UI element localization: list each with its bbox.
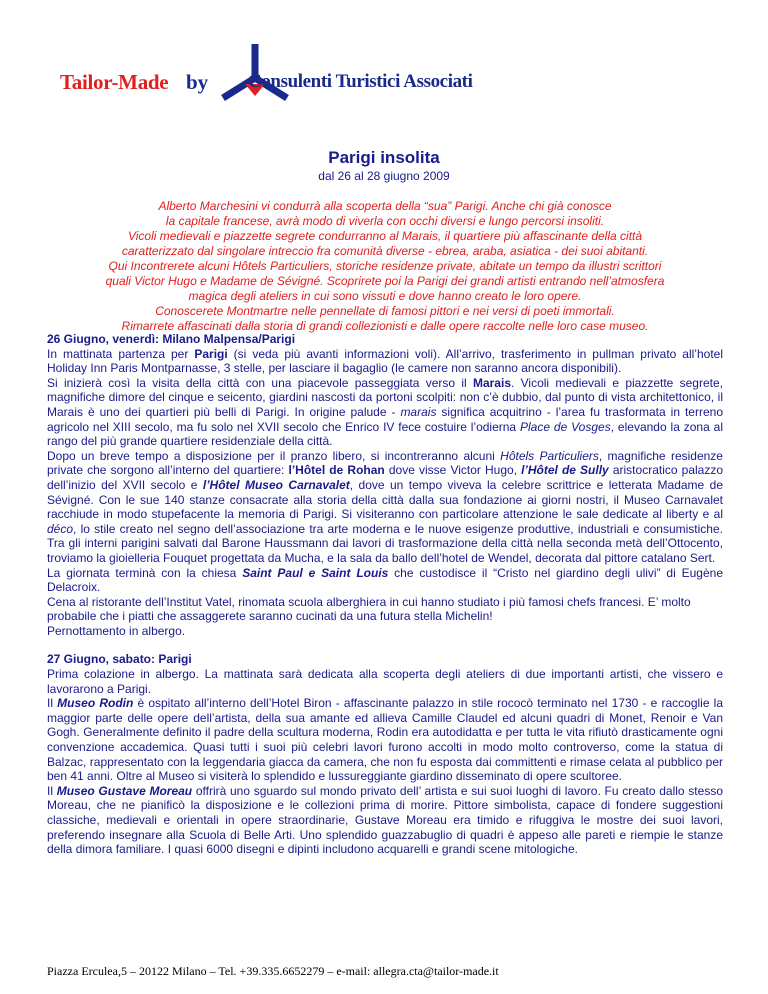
logo	[60, 40, 480, 110]
day2-paragraph-2	[47, 696, 723, 784]
intro-line: Alberto Marchesini vi condurrà alla scoperta della “sua” Parigi. Anche chi già conosce	[158, 199, 612, 213]
intro-line: Rimarrete affascinati dalla storia di grandi collezionisti e dalle opere raccolte nelle loro case museo.	[121, 319, 649, 333]
text: , elevando la zona al rango del più grande quartiere residenziale della città.	[47, 419, 723, 449]
itinerary	[47, 332, 723, 857]
day1-paragraph-5: Cena al ristorante dell’Institut Vatel, rinomata scuola alberghiera in cui hanno studiato i più famosi chefs francesi. E’ molto probabile che i piatti che assaggerete saranno cucinati da una futura stella Michelin!	[47, 594, 691, 624]
text-bold-italic: l’Hôtel de Sully	[521, 463, 609, 478]
intro-line: magica degli ateliers in cui sono vissuti e dove hanno creato le loro opere.	[188, 289, 582, 303]
day1-heading: 26 Giugno, venerdì: Milano Malpensa/Parigi	[47, 332, 296, 346]
day2-paragraph-3	[47, 784, 723, 857]
text: . Vicoli medievali e piazzette segrete, magnifiche dimore del cinque e seicento, giardini nascosti da portoni scolpiti: non c’è dubbio, dal punto di vista architettonico, il Marais è uno dei quartieri più belli di Parigi. In origine palude -	[47, 375, 723, 419]
intro-line: Conoscerete Montmartre nelle pennellate di famosi pittori e nei versi di poeti immortali.	[155, 304, 615, 318]
day1-paragraph-4	[47, 566, 723, 595]
text: Il	[47, 696, 58, 711]
text: Il	[47, 783, 57, 798]
text: , lo stile creato nel segno dell’associazione tra arte moderna e le nuove esigenze produttive, industriali e consumistiche. Tra gli interni parigini salvati dal Barone Haussmann dai lavori di trasformazione della città nella seconda metà dell’Ottocento, troviamo la gioielleria Fouquet progettata da Mucha, e la sala da ballo dell’hotel de Wendel, decorata dal pittore catalano Sert.	[47, 521, 723, 565]
text: (si veda più avanti informazioni voli). All’arrivo, trasferimento in pullman privato all’hotel Holiday Inn Paris Montparnasse, 3 stelle, per lasciare il bagaglio (le camere non saranno ancora disponibili).	[47, 346, 723, 376]
logo-by: by	[186, 70, 209, 94]
day1-paragraph-6: Pernottamento in albergo.	[47, 623, 186, 638]
footer-contact: Piazza Erculea,5 – 20122 Milano – Tel. +39.335.6652279 – e-mail: allegra.cta@tailor-made.it	[47, 964, 499, 978]
text: significa acquitrino - l’area fu trasformata in terreno agricolo nel XIII secolo, ma fu solo nel XVII secolo che Enrico IV fece costuire l’odierna	[47, 404, 723, 434]
intro-line: caratterizzato dal singolare intreccio fra comunità diverse - ebrea, araba, asiatica - dei suoi abitanti.	[121, 244, 649, 258]
text: Si inizierà così la visita della città con una piacevole passeggiata verso il	[47, 375, 473, 390]
text: , magnifiche residenze private che sorgono all’interno del quartiere:	[47, 448, 723, 478]
text-bold: Marais	[472, 375, 511, 390]
day1-paragraph-1	[47, 347, 723, 376]
text-italic: déco	[47, 521, 74, 536]
text: aristocratico palazzo dell’inizio del XVII secolo e	[47, 463, 724, 492]
intro-line: quali Victor Hugo e Madame de Sévigné. Scoprirete poi la Parigi dei grandi artisti entrando nell’atmosfera	[105, 274, 665, 288]
day2-paragraph-1: Prima colazione in albergo. La mattinata sarà dedicata alla scoperta degli ateliers di due importanti artisti, che vissero e lavorarono a Parigi.	[47, 667, 723, 696]
text-bold-italic: Museo Rodin	[57, 696, 134, 711]
text-bold-italic: l’Hôtel Museo Carnavalet	[202, 477, 350, 492]
trip-dates: dal 26 al 28 giugno 2009	[318, 169, 450, 183]
intro-line: la capitale francese, avrà modo di viverla con occhi diversi e lungo percorsi insoliti.	[165, 214, 605, 228]
text: La giornata terminà con la chiesa	[47, 565, 243, 580]
intro-line: Qui Incontrerete alcuni Hôtels Particuliers, storiche residenze private, abitate un tempo da illustri scrittori	[108, 259, 662, 273]
page-title: Parigi insolita	[328, 148, 440, 167]
logo-company: Consulenti Turistici Associati	[248, 71, 473, 92]
intro-line: Vicoli medievali e piazzette segrete condurranno al Marais, il quartiere più affascinante della città	[127, 229, 643, 243]
intro-paragraph	[40, 199, 730, 334]
text: Dopo un breve tempo a disposizione per il pranzo libero, si incontreranno alcuni	[47, 448, 501, 463]
text: In mattinata partenza per	[47, 346, 195, 361]
text-bold-italic: Saint Paul e Saint Louis	[242, 565, 389, 580]
text: offrirà uno sguardo sul mondo privato dell’ artista e sui suoi luoghi di lavoro. Fu creato dallo stesso Moreau, che ne pianificò la disposizione e le collezioni prima di morire. Pittore simbolista, capace di fondere suggestioni classiche, medievali e orientali in opere straordinarie, Gustave Moreau era timido e rifuggiva le mostre dei suoi lavori, preferendo insegnare alla Scuola di Belle Arti. Uno splendido guazzabuglio di quadri è appeso alle pareti e riempie le stanze della dimora familiare. I quasi 6000 disegni e dipinti includono acquarelli e grandi scene mitologiche.	[47, 783, 723, 857]
text-italic: Place de Vosges	[520, 419, 611, 434]
text: dove visse Victor Hugo,	[384, 463, 522, 478]
day1-paragraph-2	[47, 376, 723, 449]
text-italic: marais	[400, 404, 437, 419]
text-italic: Hôtels Particuliers	[500, 448, 599, 463]
text-bold: Parigi	[194, 346, 228, 361]
text: è ospitato all’interno dell’Hotel Biron - affascinante palazzo in stile rococò terminato nel 1730 - e raccoglie la maggior parte delle opere dell’artista, della sua amante ed allieva Camille Claudel ed alcuni quadri di Monet, Renoir e Van Gogh. Generalmente definito il padre della scultura moderna, Rodin era autodidatta e per tutta le vita rifiutò drasticamente ogni convenzione accademica. Quasi tutti i suoi più celebri lavori furono accolti in modo molto controverso, come la statua di Balzac, rappresentato con la leggendaria giacca da camera, che non fu esposta dai committenti e rimase celata al pubblico per ben 41 anni. Oltre al Museo si visiterà lo splendido e lussureggiante giardino disseminato di opere scultoree.	[47, 696, 723, 784]
logo-brand: Tailor-Made	[60, 70, 169, 94]
text-bold-italic: Museo Gustave Moreau	[56, 783, 193, 798]
text: che custodisce il “Cristo nel giardino degli ulivi” di Eugène Delacroix.	[47, 565, 724, 595]
text: , dove un tempo viveva la celebre scrittrice e letterata Madame de Sévigné. Con le sue 140 stanze consacrate alla storia della città dalla sua fondazione ai giorni nostri, il Museo Carnavalet racchiude in modo stupefacente la memoria di Parigi. Si visiteranno con particolare attenzione le sale dedicate al liberty e al	[47, 477, 723, 522]
text-bold: l’Hôtel de Rohan	[288, 463, 385, 478]
day1-paragraph-3	[47, 449, 723, 566]
day2-heading: 27 Giugno, sabato: Parigi	[47, 652, 192, 667]
